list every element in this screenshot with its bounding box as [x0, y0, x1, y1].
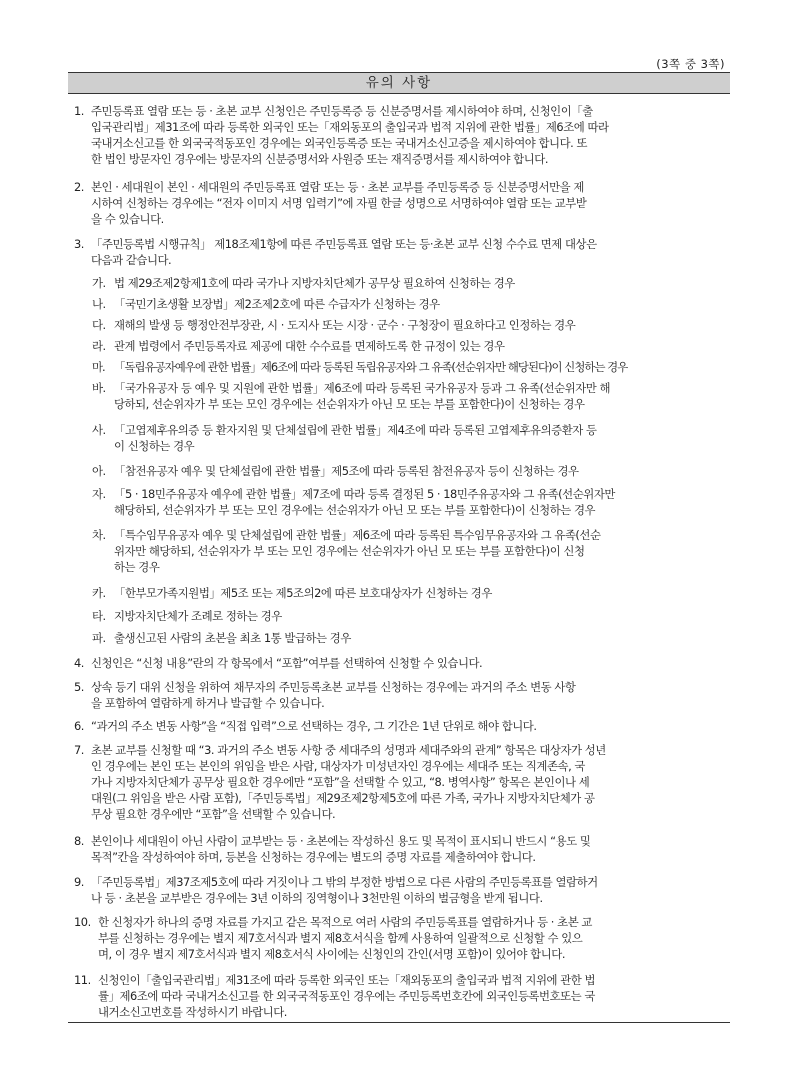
note-3: 3. 「주민등록법 시행규칙」 제18조제1항에 따른 주민등록표 열람 또는 등·초본 교부 신청 수수료 면제 대상은 다음과 같습니다. — [74, 237, 597, 267]
note-5: 5. 상속 등기 대위 신청을 위하여 채무자의 주민등록초본 교부를 신청하는 경우에는 과거의 주소 변동 사항 을 포함하여 열람하게 하거나 발급할 수 있습니다. — [74, 680, 576, 710]
subitem-ja: 자. 「5 · 18민주유공자 예우에 관한 법률」제7조에 따라 등록 결정된 5 · 18민주유공자와 그 유족(선순위자만 해당하되, 선순위자가 부 또는 모인 경우에는 선순위자가 아닌 모 또는 부를 포함한다)이 신청하는 경우 — [92, 487, 615, 517]
note-1: 1. 주민등록표 열람 또는 등 · 초본 교부 신청인은 주민등록증 등 신분증명서를 제시하여야 하며, 신청인이「출 입국관리법」제31조에 따라 등록한 외국인 또는「재외동포의 출입국과 법적 지위에 관한 법률」제6조에 따라 국내거소신고를 한 외국국적동포인 경우에는 외국인등록증 또는 국내거소신고증을 제시하여야 합니다. 또 한 법인 방문자인 경우에는 방문자의 신분증명서와 사원증 또는 재직증명서를 제시하여야 합니다. — [74, 104, 609, 166]
note-11: 11. 신청인이「출입국관리법」제31조에 따라 등록한 외국인 또는「재외동포의 출입국과 법적 지위에 관한 법 률」제6조에 따라 국내거소신고를 한 외국국적동포인 경우에는 주민등록번호칸에 외국인등록번호또는 국 내거소신고번호를 작성하시기 바랍니다. — [74, 973, 596, 1019]
subitem-ga: 가. 법 제29조제2항제1호에 따라 국가나 지방자치단체가 공무상 필요하여 신청하는 경우 — [92, 276, 515, 290]
note-8: 8. 본인이나 세대원이 아닌 사람이 교부받는 등 · 초본에는 작성하신 용도 및 목적이 표시되니 반드시 “용도 및 목적”칸을 작성하여야 하며, 등본을 신청하는 경우에는 별도의 증명 자료를 제출하여야 합니다. — [74, 834, 591, 864]
subitem-da: 다. 재해의 발생 등 행정안전부장관, 시 · 도지사 또는 시장 · 군수 · 구청장이 필요하다고 인정하는 경우 — [92, 318, 576, 332]
section-title: 유의 사항 — [68, 72, 730, 94]
page-number: (3쪽 중 3쪽) — [656, 57, 725, 71]
subitem-ta: 타. 지방자치단체가 조례로 정하는 경우 — [92, 609, 282, 623]
note-10: 10. 한 신청자가 하나의 증명 자료를 가지고 같은 목적으로 여러 사람의 주민등록표를 열람하거나 등 · 초본 교 부를 신청하는 경우에는 별지 제7호서식과 별지 제8호서식을 함께 사용하여 일괄적으로 신청할 수 있으 며, 이 경우 별지 제7호서식과 별지 제8호서식 사이에는 신청인의 간인(서명 포함)이 있어야 합니다. — [74, 915, 592, 961]
subitem-pa: 파. 출생신고된 사람의 초본을 최초 1통 발급하는 경우 — [92, 631, 351, 645]
note-7: 7. 초본 교부를 신청할 때 “3. 과거의 주소 변동 사항 중 세대주의 성명과 세대주와의 관계” 항목은 대상자가 성년 인 경우에는 본인 또는 본인의 위임을 받은 사람, 대상자가 미성년자인 경우에는 세대주 또는 직계존속, 국 가나 지방자치단체가 공무상 필요한 경우에만 “포함”을 선택할 수 있고, “8. 병역사항” 항목은 본인이나 세 대원(그 위임을 받은 사람 포함),「주민등록법」제29조제2항제5호에 따른 가족, 국가나 지방자치단체가 공 무상 필요한 경우에만 “포함”을 선택할 수 있습니다. — [74, 743, 606, 821]
note-9: 9. 「주민등록법」제37조제5호에 따라 거짓이나 그 밖의 부정한 방법으로 다른 사람의 주민등록표를 열람하거 나 등 · 초본을 교부받은 경우에는 3년 이하의 징역형이나 3천만원 이하의 벌금형을 받게 됩니다. — [74, 875, 598, 905]
subitem-sa: 사. 「고엽제후유의증 등 환자지원 및 단체설립에 관한 법률」제4조에 따라 등록된 고엽제후유의증환자 등 이 신청하는 경우 — [92, 423, 597, 453]
subitem-ka: 카. 「한부모가족지원법」제5조 또는 제5조의2에 따른 보호대상자가 신청하는 경우 — [92, 586, 492, 600]
subitem-ra: 라. 관계 법령에서 주민등록자료 제공에 대한 수수료를 면제하도록 한 규정이 있는 경우 — [92, 339, 505, 353]
subitem-na: 나. 「국민기초생활 보장법」제2조제2호에 따른 수급자가 신청하는 경우 — [92, 297, 440, 311]
subitem-ba: 바. 「국가유공자 등 예우 및 지원에 관한 법률」제6조에 따라 등록된 국가유공자 등과 그 유족(선순위자만 해 당하되, 선순위자가 부 또는 모인 경우에는 선순위자가 아닌 모 또는 부를 포함한다)이 신청하는 경우 — [92, 381, 611, 411]
note-2: 2. 본인 · 세대원이 본인 · 세대원의 주민등록표 열람 또는 등 · 초본 교부를 주민등록증 등 신분증명서만을 제 시하여 신청하는 경우에는 “전자 이미지 서명 입력기”에 자필 한글 성명으로 서명하여야 열람 또는 교부받 을 수 있습니다. — [74, 180, 587, 226]
subitem-ma: 마. 「독립유공자예우에 관한 법률」제6조에 따라 등록된 독립유공자와 그 유족(선순위자만 해당된다)이 신청하는 경우 — [92, 360, 628, 374]
subitem-a: 아. 「참전유공자 예우 및 단체설립에 관한 법률」제5조에 따라 등록된 참전유공자 등이 신청하는 경우 — [92, 464, 579, 478]
note-6: 6. “과거의 주소 변동 사항”을 “직접 입력”으로 선택하는 경우, 그 기간은 1년 단위로 해야 합니다. — [74, 719, 537, 733]
subitem-cha: 차. 「특수임무유공자 예우 및 단체설립에 관한 법률」제6조에 따라 등록된 특수임무유공자와 그 유족(선순 위자만 해당하되, 선순위자가 부 또는 모인 경우에는 선순위자가 아닌 모 또는 부를 포함한다)이 신청 하는 경우 — [92, 528, 601, 574]
note-4: 4. 신청인은 “신청 내용”란의 각 항목에서 “포함”여부를 선택하여 신청할 수 있습니다. — [74, 656, 483, 670]
bottom-rule — [68, 1022, 730, 1023]
